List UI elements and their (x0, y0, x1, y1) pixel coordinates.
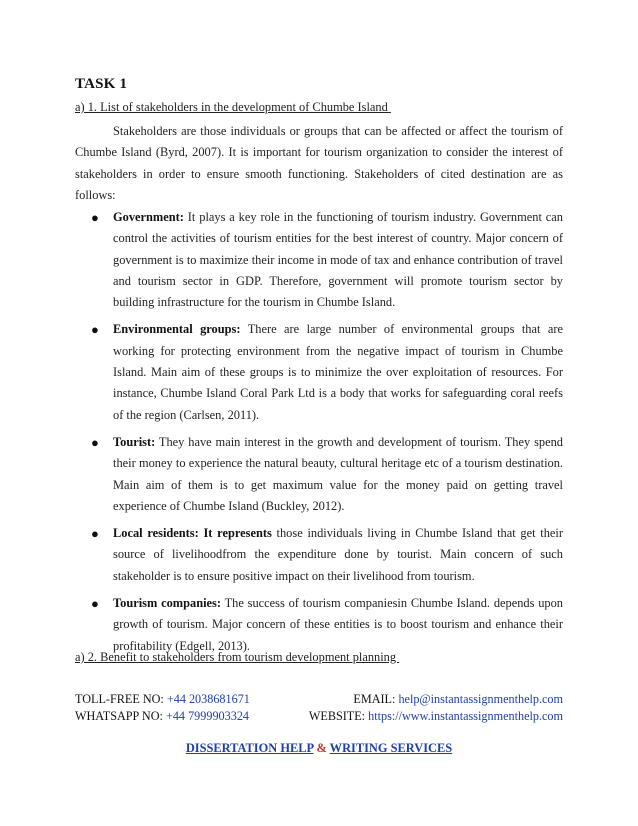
footer-row-1 (75, 692, 563, 708)
bullet-text: There are large number of environmental groups that are working for protecting environment from the negative impact of tourism in Chumbe Island. Main aim of these groups is to minimize the over exploitation of resources. For instance, Chumbe Island Coral Park Ltd is a body that works for safeguarding coral reefs of the region (Carlsen, 2011). (113, 322, 563, 422)
email-label: EMAIL: (353, 692, 399, 706)
whatsapp-label: WHATSAPP NO: (75, 709, 166, 723)
task-heading: TASK 1 (75, 76, 128, 92)
footer-row-2 (75, 709, 563, 725)
bullet-icon: ● (91, 322, 99, 338)
stakeholder-list (75, 207, 563, 663)
tollfree-number[interactable]: +44 2038681671 (166, 692, 250, 706)
website-label: WEBSITE: (308, 709, 369, 723)
bullet-icon: ● (91, 596, 99, 612)
section-a1-title: a) 1. List of stakeholders in the development of Chumbe Island (75, 100, 391, 114)
bullet-term: Tourist: (113, 434, 156, 449)
bullet-text: The success of tourism companiesin Chumbe Island. depends upon growth of tourism. Major concern of these entities is to boost tourism and enhance their profitability (Edgell, 2013). (113, 596, 564, 653)
bullet-text: They have main interest in the growth and development of tourism. They spend their money to experience the natural beauty, cultural heritage etc of a tourism destination. Main aim of them is to get maximum value for the money paid on getting travel experience of Chumbe Island (Buckley, 2012). (113, 434, 563, 513)
writing-services-link[interactable]: WRITING SERVICES (329, 741, 453, 755)
bullet-icon: ● (91, 210, 99, 225)
bullet-text: those individuals living in Chumbe Island that get their source of livelihoodfrom the expenditure done by tourist. Main concern of such stakeholder is to ensure positive impact on their livelihood from tourism. (113, 526, 563, 583)
website-link[interactable]: https://www.instantassignmenthelp.com (368, 709, 563, 723)
list-item-government (75, 207, 563, 313)
email-info (353, 692, 563, 707)
list-item-tourism-companies (75, 593, 563, 657)
bullet-term: Tourism companies: (113, 596, 221, 611)
dissertation-help-link[interactable]: DISSERTATION HELP (185, 741, 314, 755)
bullet-term: Environmental groups: (113, 322, 241, 337)
tollfree-label: TOLL-FREE NO: (75, 692, 167, 706)
bullet-icon: ● (91, 526, 99, 542)
tollfree-info (75, 692, 250, 707)
section-a2-title: a) 2. Benefit to stakeholders from tourism development planning (75, 650, 400, 664)
website-info (309, 709, 563, 724)
list-item-local-residents (75, 523, 563, 587)
list-item-environmental-groups (75, 319, 563, 425)
bullet-term: Local residents: It represents (113, 526, 272, 541)
services-ampersand: & (313, 741, 330, 755)
whatsapp-number[interactable]: +44 7999903324 (165, 709, 250, 723)
bullet-term: Government: (113, 210, 184, 224)
email-link[interactable]: help@instantassignmenthelp.com (398, 692, 563, 706)
bullet-text: It plays a key role in the functioning of tourism industry. Government can control the activities of tourism entities for the best interest of country. Major concern of government is to maximize their income in mode of tax and enhance contribution of travel and tourism sector in GDP. Therefore, government will promote tourism sector by building infrastructure for the tourism in Chumbe Island. (113, 210, 563, 310)
bullet-icon: ● (91, 434, 99, 450)
whatsapp-info (75, 709, 249, 724)
services-banner (0, 741, 638, 756)
list-item-tourist (75, 432, 563, 517)
intro-paragraph: Stakeholders are those individuals or groups that can be affected or affect the tourism of Chumbe Island (Byrd, 2007). It is important for tourism organization to consider the interest of stakeholders in order to ensure smooth functioning. Stakeholders of cited destination are as follows: (75, 124, 563, 202)
